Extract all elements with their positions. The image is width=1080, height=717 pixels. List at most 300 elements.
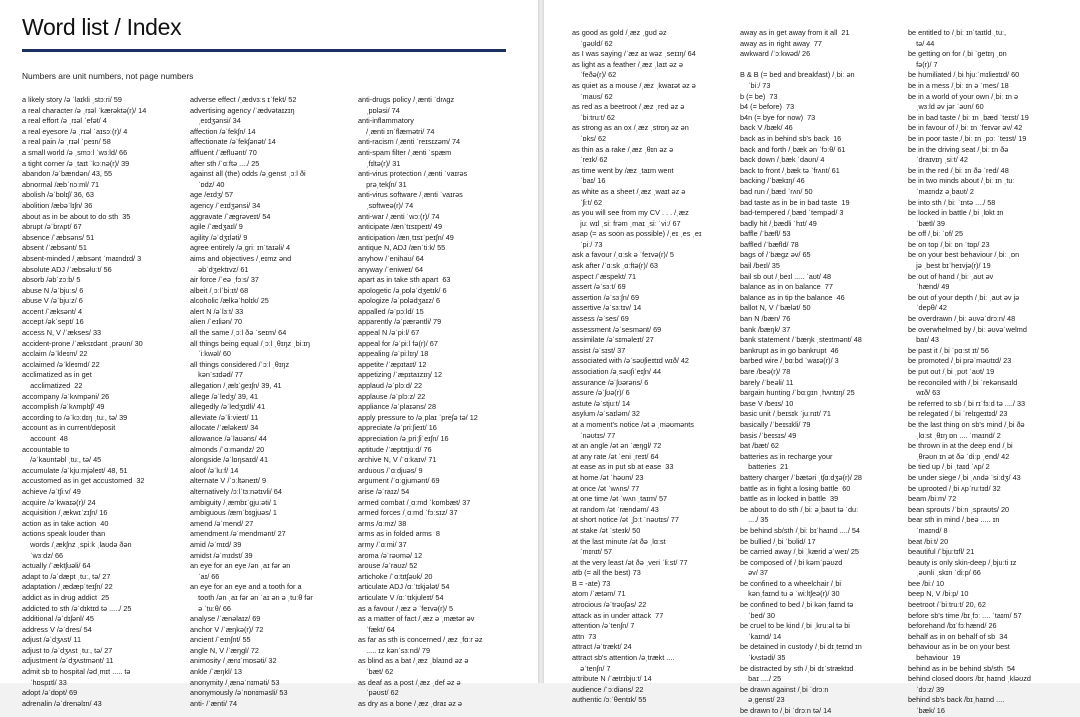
index-entry: ˈreɪk/ 62 bbox=[572, 155, 608, 165]
index-entry: basis /ˈbeɪsɪs/ 49 bbox=[740, 430, 797, 440]
index-entry: as dry as a bone /ˌæz ˌdraɪ əz ə bbox=[358, 698, 462, 708]
index-entry: be in a world of your own /ˌbiː ɪn ə bbox=[908, 91, 1019, 101]
index-entry: beat /biːt/ 20 bbox=[908, 536, 949, 546]
index-entry: at home /ət ˈhəʊm/ 23 bbox=[572, 472, 644, 482]
index-entry: actions speak louder than bbox=[22, 529, 106, 539]
index-entry: /əˈkaʊntəbl ˌtuː, tə/ 45 bbox=[22, 455, 102, 465]
index-entry: alcoholic /ælkəˈhɒlɪk/ 25 bbox=[190, 296, 269, 306]
index-entry: be cruel to be kind /ˌbi ˌkruːəl tə bi bbox=[740, 621, 850, 631]
index-entry: əˌgenst/ 23 bbox=[740, 695, 785, 705]
index-entry: admit sb to hospital /ədˌmɪt ..... tə bbox=[22, 667, 131, 677]
index-entry: audience /ˈɔːdiəns/ 22 bbox=[572, 684, 644, 694]
index-entry: ˈbætl/ 39 bbox=[908, 218, 945, 228]
index-entry: ˈɒdz/ 40 bbox=[190, 179, 225, 189]
index-entry: basically /ˈbeɪsɪkli/ 79 bbox=[740, 419, 811, 429]
index-entry: ˈhɒspɪtl/ 33 bbox=[22, 677, 67, 687]
index-entry: be in the driving seat /ˌbiː ɪn ðə bbox=[908, 144, 1009, 154]
index-entry: abnormal /æbˈnɔːml/ 71 bbox=[22, 179, 100, 189]
index-entry: be out of hand /ˌbiː ˌaʊt əv bbox=[908, 271, 994, 281]
index-entry: apologetic /əˌpɒləˈdʒetɪk/ 6 bbox=[358, 285, 447, 295]
index-entry: ˈpəʊst/ 62 bbox=[358, 688, 399, 698]
index-entry: as red as a beetroot /ˌæz ˌred əz ə bbox=[572, 102, 685, 112]
index-entry: air force /ˈeə ˌfɔːs/ 37 bbox=[190, 275, 259, 285]
index-entry: ˈbed/ 30 bbox=[740, 610, 775, 620]
index-entry: anchor V /ˈæŋkə(r)/ 72 bbox=[190, 624, 264, 634]
index-entry: ˈmɪnɪt/ 57 bbox=[572, 547, 613, 557]
index-entry: acclaim /əˈkleɪm/ 22 bbox=[22, 349, 88, 359]
index-entry: ˌθrəʊn ɪn ət ðə ˈdiːp ˌend/ 42 bbox=[908, 451, 1010, 461]
index-entry: assessment /əˈsesmənt/ 69 bbox=[572, 324, 662, 334]
index-entry: ambiguous /æmˈbɪgjuəs/ 1 bbox=[190, 508, 277, 518]
index-entry: at ease as in put sb at ease 33 bbox=[572, 462, 674, 472]
index-entry: ˈbæt/ 62 bbox=[358, 667, 394, 677]
index-entry: words /ˌækʃnz ˌspiːk ˌlaʊdə ðən bbox=[22, 539, 132, 549]
index-entry: at short notice /ət ˌʃɔːt ˈnəʊtɪs/ 77 bbox=[572, 515, 679, 525]
index-entry: asylum /əˈsaɪləm/ 32 bbox=[572, 409, 640, 419]
index-entry: appetite /ˈæpɪtaɪt/ 12 bbox=[358, 359, 427, 369]
index-entry: b4n (= bye for now) 73 bbox=[740, 112, 816, 122]
index-entry: as good as gold /ˌæz ˌgʊd əz bbox=[572, 28, 667, 37]
index-entry: acquisition /ˌækwɪˈzɪʃn/ 16 bbox=[22, 508, 108, 518]
index-entry: absolute ADJ /ˈæbsəluːt/ 56 bbox=[22, 264, 112, 274]
index-entry: appliance /əˈplaɪəns/ 28 bbox=[358, 402, 437, 412]
index-entry: be relegated /ˌbi ˈrelɪgeɪtɪd/ 23 bbox=[908, 409, 1008, 419]
index-entry: astute /əˈstjuːt/ 14 bbox=[572, 398, 631, 408]
index-entry: almonds /ˈɑːməndz/ 20 bbox=[190, 444, 265, 454]
index-entry: backing /ˈbækɪŋ/ 46 bbox=[740, 176, 805, 186]
index-entry: ˈiːkwəl/ 60 bbox=[190, 349, 231, 359]
index-entry: back to front /ˌbæk tə ˈfrʌnt/ 61 bbox=[740, 165, 840, 175]
index-entry: aroma /əˈrəʊmə/ 12 bbox=[358, 550, 423, 560]
index-entry: baɪ/ 43 bbox=[908, 335, 939, 345]
index-entry: anyway /ˈeniweɪ/ 64 bbox=[358, 264, 424, 274]
index-entry: batteries 21 bbox=[740, 462, 789, 472]
index-entry: be in the red /ˌbiː ɪn ðə ˈred/ 48 bbox=[908, 165, 1009, 175]
index-entry: B = -ate) 73 bbox=[572, 578, 611, 588]
index-entry: ˈdraɪvɪŋ ˌsiːt/ 42 bbox=[908, 155, 968, 165]
index-entry: ˈʃiːt/ 62 bbox=[572, 197, 603, 207]
index-entry: ˈfeðə(r)/ 62 bbox=[572, 70, 617, 80]
index-entry: acclimatized as in get bbox=[22, 370, 92, 380]
index-entry: adjustment /əˈdʒʌstmənt/ 11 bbox=[22, 656, 114, 666]
index-entry: ˈpiː/ 73 bbox=[572, 239, 603, 249]
index-entry: arouse /əˈraʊz/ 52 bbox=[358, 561, 418, 571]
index-entry: ban N /bæn/ 76 bbox=[740, 314, 791, 324]
index-entry: accompany /əˈkʌmpəni/ 26 bbox=[22, 391, 110, 401]
index-entry: allowance /əˈlaʊəns/ 44 bbox=[190, 434, 267, 443]
index-entry: affluent /ˈæfluənt/ 70 bbox=[190, 147, 257, 157]
index-entry: be confined to bed /ˌbi kənˌfaɪnd tə bbox=[740, 600, 854, 610]
index-entry: addicted to sth /əˈdɪktɪd tə ...../ 25 bbox=[22, 603, 132, 613]
index-entry: away as in get away from it all 21 bbox=[740, 28, 850, 37]
index-entry: appeal N /əˈpiːl/ 67 bbox=[358, 328, 420, 338]
index-entry: bankrupt as in go bankrupt 46 bbox=[740, 345, 839, 355]
index-entry: anti-drugs policy /ˌænti ˈdrʌgz bbox=[358, 95, 455, 104]
index-entry: be under siege /ˌbi ˌʌndə ˈsiːdʒ/ 43 bbox=[908, 472, 1021, 482]
index-entry: be in a mess /ˌbiː ɪn ə ˈmes/ 18 bbox=[908, 80, 1009, 90]
index-entry: as time went by /æz ˌtaɪm went bbox=[572, 165, 674, 175]
index-entry: attribute N /ˈætrɪbjuːt/ 14 bbox=[572, 674, 652, 684]
index-entry: B & B (= bed and breakfast) /ˌbiː ən bbox=[740, 70, 855, 80]
index-entry: animosity /ˌænɪˈmɒsəti/ 32 bbox=[190, 656, 277, 666]
index-entry: əˈtenʃn/ 7 bbox=[572, 663, 611, 673]
index-entry: prəˌtekʃn/ 31 bbox=[358, 179, 407, 189]
index-entry: back down /ˌbæk ˈdaʊn/ 4 bbox=[740, 155, 825, 165]
index-entry: armed forces /ˌɑːmd ˈfɔːsɪz/ 37 bbox=[358, 508, 458, 518]
index-entry: battle as in locked in battle 39 bbox=[740, 494, 839, 504]
index-entry: badly hit /ˌbædli ˈhɪt/ 49 bbox=[740, 218, 817, 228]
index-entry: ankle /ˈæŋkl/ 13 bbox=[190, 667, 242, 677]
index-entry: be overdrawn /ˌbiː əʊvəˈdrɔːn/ 48 bbox=[908, 314, 1016, 324]
index-entry: bad taste as in be in bad taste 19 bbox=[740, 197, 850, 207]
index-entry: arms /ɑːmz/ 38 bbox=[358, 518, 407, 528]
index-entry: adverse effect /ˌædvɜːs ɪˈfekt/ 52 bbox=[190, 95, 297, 104]
index-entry: ask a favour /ˌɑːsk ə ˈfeɪvə(r)/ 5 bbox=[572, 250, 674, 260]
index-entry: at any rate /ət ˈeni ˌreɪt/ 64 bbox=[572, 451, 659, 461]
index-entry: be entitled to /ˌbiː ɪnˈtaɪtld ˌtuː, bbox=[908, 28, 1007, 37]
index-column-2 bbox=[190, 95, 313, 709]
index-entry: barbed wire /ˌbɑːbd ˈwaɪə(r)/ 3 bbox=[740, 356, 839, 366]
index-entry: ˈmaɪndz əˌbaʊt/ 2 bbox=[908, 186, 974, 196]
index-column-1 bbox=[22, 95, 146, 709]
index-entry: appealing /əˈpiːlɪŋ/ 18 bbox=[358, 349, 429, 359]
index-entry: allege /əˈledʒ/ 39, 41 bbox=[190, 391, 259, 401]
index-entry: agile /ˈædʒaɪl/ 9 bbox=[190, 222, 243, 232]
index-entry: anonymity /ˌænəˈnɪməti/ 53 bbox=[190, 677, 280, 687]
index-entry: as strong as an ox /ˌæz ˌstrɒŋ əz ən bbox=[572, 123, 689, 133]
index-entry: attn 73 bbox=[572, 631, 597, 641]
index-entry: be confined to a wheelchair /ˌbi bbox=[740, 578, 842, 588]
index-entry: amend /əˈmend/ 27 bbox=[190, 518, 254, 528]
index-entry: aptitude /ˈæptɪtjuːd/ 76 bbox=[358, 444, 432, 454]
unit-numbers-note: Numbers are unit numbers, not page numbers bbox=[22, 71, 194, 81]
index-entry: attack as in under attack 77 bbox=[572, 610, 664, 620]
index-entry: ˈbiːtruːt/ 62 bbox=[572, 112, 615, 122]
index-entry: about as in be about to do sth 35 bbox=[22, 211, 131, 221]
index-entry: be referred to sb /ˌbi rɪˈfɜːd tə ..../ 33 bbox=[908, 398, 1026, 408]
index-entry: a real eyesore /ə ˌrɪəl ˈaɪsɔː(r)/ 4 bbox=[22, 126, 128, 136]
index-entry: all things being equal /ˌɔːl ˌθɪŋz ˌbiːɪŋ bbox=[190, 338, 310, 348]
index-entry: ə ˈtuːθ/ 66 bbox=[190, 603, 231, 613]
index-entry: achieve /əˈtʃiːv/ 49 bbox=[22, 486, 81, 496]
index-entry: authentic /ɔːˈθentɪk/ 55 bbox=[572, 695, 647, 705]
index-entry: advertising agency /ˈædvətaɪzɪŋ bbox=[190, 105, 295, 115]
index-entry: behaviour 19 bbox=[908, 653, 961, 663]
index-entry: behaviour as in be on your best bbox=[908, 642, 1010, 652]
index-entry: as quiet as a mouse /ˌæz ˌkwaɪət əz ə bbox=[572, 80, 696, 90]
index-entry: beauty is only skin-deep /ˌbjuːti ɪz bbox=[908, 557, 1017, 567]
index-entry: arms as in folded arms 8 bbox=[358, 529, 440, 539]
index-entry: agree entirely /əˌgriː ɪnˈtaɪəli/ 4 bbox=[190, 243, 291, 253]
index-entry: an eye for an eye and a tooth for a bbox=[190, 582, 302, 592]
index-entry: be behind sb/sth /ˌbiː bɪˈhaɪnd ..../ 54 bbox=[740, 525, 860, 535]
index-entry: anyhow /ˈenihaʊ/ 64 bbox=[358, 253, 424, 263]
index-entry: abuse N /əˈbjuːs/ 6 bbox=[22, 285, 84, 295]
index-entry: fə(r)/ 7 bbox=[908, 59, 938, 69]
index-entry: away as in right away 77 bbox=[740, 38, 822, 48]
index-column-6 bbox=[908, 28, 1031, 717]
index-entry: battery charger /ˈbætəri ˌtʃɑːdʒə(r)/ 28 bbox=[740, 472, 862, 482]
index-entry: age /eɪdʒ/ 57 bbox=[190, 190, 234, 200]
index-entry: ˈnəʊtɪs/ 77 bbox=[572, 430, 616, 440]
index-entry: ..../ 35 bbox=[740, 515, 769, 525]
index-entry: be tied up /ˌbi ˌtaɪd ˈʌp/ 2 bbox=[908, 462, 990, 472]
index-entry: be humiliated /ˌbi hjuːˈmɪlieɪtɪd/ 60 bbox=[908, 70, 1020, 80]
index-entry: abolish /əˈbɒlɪʃ/ 36, 63 bbox=[22, 190, 94, 200]
index-entry: aims and objectives /ˌeɪmz ənd bbox=[190, 253, 292, 263]
index-entry: be on your best behaviour /ˌbiː ˌɒn bbox=[908, 250, 1020, 260]
index-entry: after sth /ˈɑːftə ..../ 25 bbox=[190, 158, 260, 168]
index-entry: anti-virus protection /ˌænti ˈvaɪrəs bbox=[358, 169, 468, 179]
index-entry: accumulate /əˈkjuːmjəleɪt/ 48, 51 bbox=[22, 465, 128, 475]
index-entry: acquire /əˈkwaɪə(r)/ 24 bbox=[22, 497, 96, 507]
index-entry: all things considered /ˈɔːl ˌθɪŋz bbox=[190, 359, 290, 369]
index-entry: accept /əkˈsept/ 16 bbox=[22, 317, 84, 327]
index-entry: amendment /əˈmendmənt/ 27 bbox=[190, 529, 286, 539]
index-entry: all the same /ˌɔːl ðə ˈseɪm/ 64 bbox=[190, 328, 287, 338]
index-entry: be in poor taste /ˌbiː ɪn ˌpɔː ˈteɪst/ 19 bbox=[908, 133, 1027, 143]
index-entry: anti-war /ˌænti ˈwɔː(r)/ 74 bbox=[358, 211, 440, 221]
index-entry: ˈkʌstədi/ 35 bbox=[740, 653, 786, 663]
index-entry: kənˈsɪdəd/ 77 bbox=[190, 370, 243, 380]
index-entry: bear sth in mind /ˌbeə ..... ɪn bbox=[908, 515, 1000, 525]
index-entry: aggravate /ˈægrəveɪt/ 54 bbox=[190, 211, 271, 221]
index-entry: ˈdɔːz/ 39 bbox=[908, 684, 945, 694]
index-entry: at the very least /ət ðə ˌveri ˈliːst/ 77 bbox=[572, 557, 688, 567]
index-entry: affectionate /əˈfekʃənət/ 14 bbox=[190, 137, 276, 147]
index-entry: against all (the) odds /əˌgenst ˌɔːl ði bbox=[190, 169, 306, 179]
index-entry: abrupt /əˈbrʌpt/ 67 bbox=[22, 222, 82, 232]
index-entry: acclaimed /əˈkleɪmd/ 22 bbox=[22, 359, 100, 369]
index-entry: amid /əˈmɪd/ 39 bbox=[190, 539, 242, 549]
index-entry: applause /əˈplɔːz/ 22 bbox=[358, 391, 426, 401]
index-entry: a real pain /ə ˌrɪəl ˈpeɪn/ 58 bbox=[22, 137, 111, 147]
index-entry: behind closed doors /bɪˌhaɪnd ˌkləʊzd bbox=[908, 674, 1031, 684]
index-entry: b4 (= before) 73 bbox=[740, 102, 795, 112]
index-entry: back and forth /ˌbæk ən ˈfɔːθ/ 61 bbox=[740, 144, 846, 154]
index-entry: assertive /əˈsɜːtɪv/ 14 bbox=[572, 303, 642, 313]
index-entry: be composed of /ˌbi kəmˈpəʊzd bbox=[740, 557, 843, 567]
index-entry: acclimatized 22 bbox=[22, 381, 83, 391]
index-entry: bags of /ˈbægz əv/ 65 bbox=[740, 250, 811, 260]
index-entry: as you will see from my CV . . . /ˌæz bbox=[572, 208, 689, 218]
index-entry: at a moment's notice /ət ə ˌməʊmənts bbox=[572, 419, 694, 429]
index-entry: be on top /ˌbiː ɒn ˈtɒp/ 23 bbox=[908, 239, 990, 249]
index-entry: bad-tempered /ˌbæd ˈtempəd/ 3 bbox=[740, 208, 844, 218]
index-entry: base V /beɪs/ 10 bbox=[740, 398, 794, 408]
index-entry: attract /əˈtrækt/ 24 bbox=[572, 642, 632, 652]
index-entry: before sb's time /bɪˌfɔː .... ˈtaɪm/ 57 bbox=[908, 610, 1022, 620]
index-entry: ˌsɒftweə(r)/ 74 bbox=[358, 200, 414, 210]
index-entry: b (= be) 73 bbox=[740, 91, 778, 101]
index-entry: adopt /əˈdɒpt/ 69 bbox=[22, 688, 78, 698]
index-entry: ˈbaɪ/ 16 bbox=[572, 176, 606, 186]
index-entry: at stake /ət ˈsteɪk/ 50 bbox=[572, 525, 641, 535]
index-entry: argument /ˈɑːgjumənt/ 69 bbox=[358, 476, 440, 486]
index-entry: be uprooted /ˌbi ʌpˈruːtɪd/ 32 bbox=[908, 483, 1001, 493]
index-entry: wɪð/ 63 bbox=[908, 388, 941, 398]
index-entry: articulate ADJ /ɑːˈtɪkjələt/ 54 bbox=[358, 582, 450, 592]
index-entry: actually /ˈæktʃuəli/ 64 bbox=[22, 561, 91, 571]
index-entry: anonymously /əˈnɒnɪməsli/ 53 bbox=[190, 688, 288, 698]
index-entry: apply pressure to /əˌplaɪ ˈpreʃə tə/ 12 bbox=[358, 412, 478, 422]
index-entry: behind sb's back /bɪˌhaɪnd .... bbox=[908, 695, 1005, 705]
index-entry: artichoke /ˈɑːtɪtʃəʊk/ 20 bbox=[358, 571, 433, 581]
index-entry: at one time /ət ˈwʌn ˌtaɪm/ 57 bbox=[572, 494, 668, 504]
index-entry: ˌwɜːld əv jər ˈəʊn/ 60 bbox=[908, 102, 984, 112]
index-entry: baffle /ˈbæfl/ 53 bbox=[740, 229, 791, 239]
index-entry: be in favour of /ˌbiː ɪn ˈfeɪvər əv/ 42 bbox=[908, 123, 1023, 133]
index-entry: batteries as in recharge your bbox=[740, 451, 833, 461]
index-entry: ˈaɪ/ 66 bbox=[190, 571, 220, 581]
index-entry: an eye for an eye /ən ˌaɪ fər ən bbox=[190, 561, 291, 571]
index-entry: as blind as a bat /ˌæz ˌblaɪnd əz ə bbox=[358, 656, 469, 666]
index-entry: allegedly /əˈledʒɪdli/ 41 bbox=[190, 402, 266, 412]
index-entry: appalled /əˈpɔːld/ 15 bbox=[358, 306, 424, 316]
index-entry: behind as in be behind sb/sth 54 bbox=[908, 663, 1016, 673]
index-entry: allocate /ˈæləkeɪt/ 34 bbox=[190, 423, 259, 433]
index-entry: as thin as a rake /ˌæz ˌθɪn əz ə bbox=[572, 144, 674, 154]
index-entry: ˌfɪltə(r)/ 31 bbox=[358, 158, 401, 168]
index-entry: appetizing /ˈæpɪtaɪzɪŋ/ 12 bbox=[358, 370, 443, 380]
index-entry: beautiful /ˈbjuːtɪfl/ 21 bbox=[908, 547, 975, 557]
index-entry: anti-virus software /ˌænti ˈvaɪrəs bbox=[358, 190, 463, 200]
index-entry: atrocious /əˈtrəʊʃəs/ 22 bbox=[572, 600, 647, 610]
index-entry: arduous /ˈɑːdjuəs/ 9 bbox=[358, 465, 423, 475]
index-entry: attention /əˈtenʃn/ 7 bbox=[572, 621, 635, 631]
index-entry: bee /biː/ 10 bbox=[908, 578, 945, 588]
index-entry: be the last thing on sb's mind /ˌbi ðə bbox=[908, 419, 1025, 429]
index-entry: bail sb out /ˌbeɪl ..... ˈaʊt/ 48 bbox=[740, 271, 832, 281]
index-entry: account 48 bbox=[22, 434, 68, 443]
index-entry: alternatively /ɔːlˈtɜːnətɪvli/ 64 bbox=[190, 486, 282, 496]
index-entry: back as in behind sb's back 16 bbox=[740, 133, 842, 143]
index-entry: be detained in custody /ˌbi dɪˌteɪnd ɪn bbox=[740, 642, 862, 652]
index-entry: be in bad taste /ˌbiː ɪn ˌbæd ˈteɪst/ 19 bbox=[908, 112, 1029, 122]
index-entry: at random /ət ˈrændəm/ 43 bbox=[572, 504, 659, 514]
index-entry: as I was saying /ˈæz aɪ wəz ˌseɪɪŋ/ 64 bbox=[572, 49, 696, 59]
index-entry: assure /əˈʃʊə(r)/ 6 bbox=[572, 388, 630, 398]
index-entry: ˈdepθ/ 42 bbox=[908, 303, 947, 313]
index-entry: awkward /ˈɔːkwəd/ 26 bbox=[740, 49, 811, 59]
index-entry: kənˌfaɪnd tu ə ˈwiːltʃeə(r)/ 30 bbox=[740, 589, 840, 599]
index-entry: abolition /æbəˈlɪʃn/ 36 bbox=[22, 200, 93, 210]
index-entry: accustomed as in get accustomed 32 bbox=[22, 476, 145, 486]
index-entry: agility /əˈdʒɪləti/ 9 bbox=[190, 232, 248, 242]
index-entry: be locked in battle /ˌbi ˌlɒkt ɪn bbox=[908, 208, 1004, 218]
index-entry: əv/ 37 bbox=[740, 568, 768, 578]
index-entry: tooth /ən ˌaɪ fər ən ˈaɪ ən ə ˌtuːθ fər bbox=[190, 592, 313, 602]
index-entry: absent /ˈæbsənt/ 51 bbox=[22, 243, 87, 253]
index-entry: ˌlɑːst ˌθɪŋ ɒn .... ˈmaɪnd/ 2 bbox=[908, 430, 1001, 440]
index-entry: absorb /əbˈzɔːb/ 5 bbox=[22, 275, 81, 285]
index-entry: be carried away /ˌbi ˌkærid əˈweɪ/ 25 bbox=[740, 547, 859, 557]
index-entry: be in two minds about /ˌbiː ɪn ˌtuː bbox=[908, 176, 1015, 186]
index-entry: balance as in on balance 77 bbox=[740, 282, 833, 292]
index-entry: address V /əˈdres/ 54 bbox=[22, 624, 92, 634]
index-entry: as a favour /ˌæz ə ˈfeɪvə(r)/ 5 bbox=[358, 603, 454, 613]
index-entry: beam /biːm/ 72 bbox=[908, 494, 957, 504]
index-entry: archive N, V /ˈɑːkaɪv/ 71 bbox=[358, 455, 437, 465]
index-entry: apologize /əˈpɒlədʒaɪz/ 6 bbox=[358, 296, 441, 306]
index-entry: aspect /ˈæspekt/ 71 bbox=[572, 271, 637, 281]
index-entry: ˈbæk/ 16 bbox=[908, 706, 945, 715]
index-entry: ˈhænd/ 49 bbox=[908, 282, 950, 292]
index-column-4 bbox=[572, 28, 702, 706]
index-entry: assist /əˈsɪst/ 37 bbox=[572, 345, 626, 355]
index-entry: be put out /ˌbi ˌpʊt ˈaʊt/ 19 bbox=[908, 367, 995, 376]
index-entry: bargain hunting /ˈbɑːgɪn ˌhʌntɪŋ/ 25 bbox=[740, 388, 855, 398]
index-entry: assurance /əˈʃʊərəns/ 6 bbox=[572, 377, 649, 387]
index-entry: ˈmaʊs/ 62 bbox=[572, 91, 613, 101]
index-column-3 bbox=[358, 95, 483, 709]
index-entry: angle N, V /ˈæŋgl/ 72 bbox=[190, 645, 259, 655]
index-entry: abuse V /əˈbjuːz/ 6 bbox=[22, 296, 83, 306]
index-entry: adaptation /ˌædæpˈteɪʃn/ 22 bbox=[22, 582, 113, 592]
title-underline bbox=[22, 49, 506, 52]
index-entry: anticipate /ænˈtɪsɪpeɪt/ 49 bbox=[358, 222, 443, 232]
index-entry: arise /əˈraɪz/ 54 bbox=[358, 486, 410, 496]
index-entry: accent /ˈæksənt/ 4 bbox=[22, 306, 83, 316]
index-entry: beforehand /bɪˈfɔːhænd/ 26 bbox=[908, 621, 997, 631]
index-entry: be past it /ˌbi ˈpɑːst ɪt/ 56 bbox=[908, 345, 989, 355]
left-page bbox=[0, 0, 538, 708]
index-entry: ˈwɜːdz/ 66 bbox=[22, 550, 64, 560]
index-entry: ..... ɪz kənˈsɜːnd/ 79 bbox=[358, 645, 431, 655]
index-entry: tə/ 44 bbox=[908, 38, 935, 48]
index-entry: apparently /əˈpærəntli/ 79 bbox=[358, 317, 442, 327]
index-entry: accomplish /əˈkʌmplɪʃ/ 49 bbox=[22, 402, 105, 412]
index-entry: appreciate /əˈpriːʃieɪt/ 16 bbox=[358, 423, 437, 433]
index-entry: a real character /ə ˌrɪəl ˈkærəktə(r)/ 14 bbox=[22, 105, 147, 115]
right-page bbox=[544, 0, 1080, 715]
index-entry: behalf as in on behalf of sb 34 bbox=[908, 631, 1008, 641]
index-entry: at the last minute /ət ðə ˌlɑːst bbox=[572, 536, 666, 546]
index-entry: apart as in take sth apart 63 bbox=[358, 275, 451, 285]
index-entry: allegation /ˌælɪˈgeɪʃn/ 39, 41 bbox=[190, 381, 282, 391]
index-entry: according to /əˈkɔːdɪŋ ˌtuː, tə/ 39 bbox=[22, 412, 128, 422]
index-entry: absent-minded /ˌæbsənt ˈmaɪndɪd/ 3 bbox=[22, 253, 142, 263]
index-entry: agency /ˈeɪdʒənsi/ 34 bbox=[190, 200, 261, 210]
index-entry: bean sprouts /ˈbiːn ˌspraʊts/ 20 bbox=[908, 504, 1010, 514]
index-entry: barely /ˈbeəli/ 11 bbox=[740, 377, 794, 387]
index-entry: be thrown in at the deep end /ˌbi bbox=[908, 441, 1013, 451]
index-entry: articulate V /ɑːˈtɪkjuleɪt/ 54 bbox=[358, 592, 444, 602]
index-entry: abandon /əˈbændən/ 43, 55 bbox=[22, 169, 113, 179]
index-entry: be overwhelmed by /ˌbiː əʊvəˈwelmd bbox=[908, 324, 1027, 334]
index-entry: be bullied /ˌbi ˈbʊlid/ 17 bbox=[740, 536, 816, 546]
index-column-5 bbox=[740, 28, 862, 717]
index-entry: ˈgəʊld/ 62 bbox=[572, 38, 613, 48]
index-entry: beep N, V /biːp/ 10 bbox=[908, 589, 969, 599]
index-entry: albeit /ˌɔːlˈbiːɪt/ 68 bbox=[190, 285, 249, 295]
index-entry: alert N /əˈlɜːt/ 33 bbox=[190, 306, 244, 316]
index-entry: battle as in fight a losing battle 60 bbox=[740, 483, 851, 493]
index-entry: assess /əˈses/ 69 bbox=[572, 314, 629, 324]
index-entry: anti- /ˈænti/ 74 bbox=[190, 698, 238, 708]
index-entry: bank statement /ˈbæŋk ˌsteɪtmənt/ 48 bbox=[740, 335, 862, 345]
index-entry: be distracted by sth /ˌbi dɪˈstræktɪd bbox=[740, 663, 854, 673]
index-entry: balance as in tip the balance 46 bbox=[740, 292, 845, 302]
index-entry: əbˈdʒektɪvz/ 61 bbox=[190, 264, 249, 274]
index-entry: be about to do sth /ˌbiː əˌbaʊt tə ˈduː bbox=[740, 504, 859, 514]
index-entry: ancient /ˈeɪnʃnt/ 55 bbox=[190, 635, 251, 645]
index-entry: a tight corner /ə ˌtaɪt ˈkɔːnə(r)/ 39 bbox=[22, 158, 130, 168]
index-entry: beetroot /ˈbiːtruːt/ 20, 62 bbox=[908, 600, 986, 610]
index-entry: alleviate /əˈliːvieɪt/ 11 bbox=[190, 412, 259, 422]
index-entry: a likely story /ə ˈlaɪkli ˌstɔːri/ 59 bbox=[22, 95, 122, 104]
index-entry: assertion /əˈsɜːʃn/ 69 bbox=[572, 292, 640, 302]
